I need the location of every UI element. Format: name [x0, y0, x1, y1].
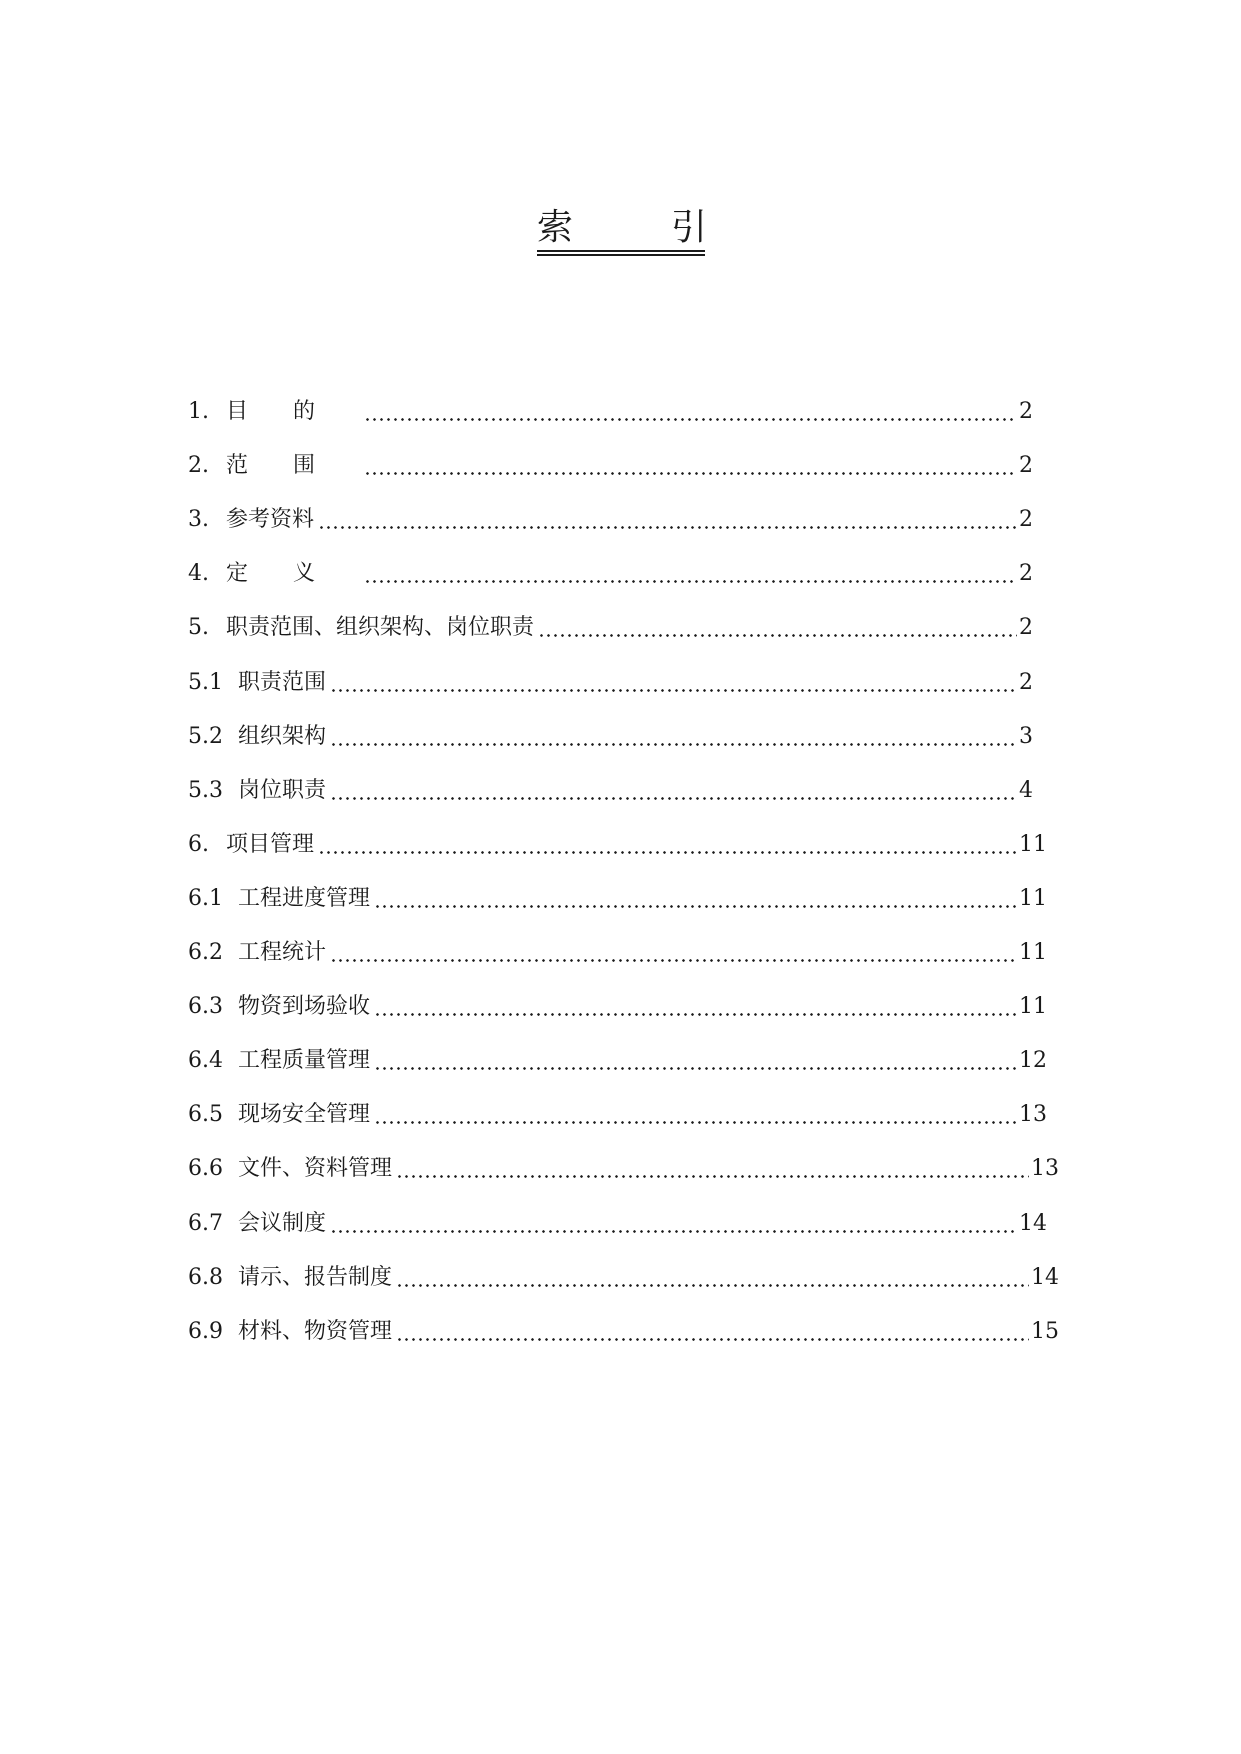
toc-entry-title: 工程质量管理	[238, 1048, 371, 1073]
toc-dot-leader	[374, 1121, 1017, 1124]
toc-dot-leader	[364, 472, 1017, 475]
toc-entry-label	[188, 881, 370, 917]
toc-entry-title: 会议制度	[238, 1211, 327, 1236]
title-underline	[537, 250, 705, 252]
toc-entry-title: 定义	[226, 561, 361, 586]
page-title-char-1: 索	[537, 207, 574, 248]
toc-entry-label	[188, 556, 360, 592]
toc-dot-leader	[364, 418, 1017, 421]
toc-entry-title: 目的	[226, 399, 361, 424]
toc-entry[interactable]	[188, 827, 1047, 863]
toc-page-number: 2	[1019, 453, 1033, 478]
toc-entry-label	[188, 502, 314, 538]
toc-entry-number: 6.5	[188, 1102, 223, 1127]
toc-entry[interactable]	[188, 556, 1033, 592]
toc-entry[interactable]	[188, 1206, 1047, 1242]
toc-entry-title: 项目管理	[226, 832, 315, 857]
toc-entry-label	[188, 1260, 392, 1296]
toc-entry[interactable]	[188, 448, 1033, 484]
toc-dot-leader	[374, 1013, 1017, 1016]
toc-entry-label	[188, 1206, 326, 1242]
toc-entry-label	[188, 1043, 370, 1079]
toc-page-number: 12	[1019, 1048, 1047, 1073]
toc-entry-label	[188, 773, 326, 809]
toc-entry-number: 2.	[188, 453, 209, 478]
toc-entry-title: 现场安全管理	[238, 1102, 371, 1127]
toc-entry[interactable]	[188, 881, 1047, 917]
toc-entry-label	[188, 989, 370, 1025]
toc-entry-label	[188, 1097, 370, 1133]
toc-entry-label	[188, 665, 326, 701]
toc-entry-title: 工程进度管理	[238, 886, 371, 911]
toc-entry-title: 参考资料	[226, 507, 315, 532]
toc-dot-leader	[318, 851, 1017, 854]
toc-page-number: 2	[1019, 670, 1033, 695]
toc-entry-label	[188, 827, 314, 863]
toc-entry-number: 6.8	[188, 1265, 223, 1290]
toc-entry[interactable]	[188, 773, 1033, 809]
toc-dot-leader	[374, 1067, 1017, 1070]
toc-dot-leader	[396, 1338, 1029, 1341]
toc-entry-title: 材料、物资管理	[238, 1319, 393, 1344]
toc-entry-title: 文件、资料管理	[238, 1156, 393, 1181]
toc-dot-leader	[330, 1230, 1017, 1233]
toc-entry-number: 6.7	[188, 1211, 223, 1236]
toc-entry[interactable]	[188, 1151, 1059, 1187]
toc-entry-title: 请示、报告制度	[238, 1265, 393, 1290]
toc-page-number: 14	[1031, 1265, 1059, 1290]
toc-entry-number: 5.2	[188, 724, 223, 749]
toc-entry[interactable]	[188, 989, 1047, 1025]
toc-page-number: 2	[1019, 561, 1033, 586]
toc-entry-number: 5.	[188, 615, 209, 640]
toc-entry-label	[188, 448, 360, 484]
toc-page-number: 4	[1019, 778, 1033, 803]
toc-entry[interactable]	[188, 1043, 1047, 1079]
toc-entry[interactable]	[188, 502, 1033, 538]
page-title	[537, 206, 708, 256]
toc-entry-label	[188, 935, 326, 971]
toc-entry-number: 6.4	[188, 1048, 223, 1073]
toc-entry-title: 范围	[226, 453, 361, 478]
toc-page-number: 14	[1019, 1211, 1047, 1236]
toc-entry-number: 6.1	[188, 886, 223, 911]
toc-entry[interactable]	[188, 394, 1033, 430]
toc-dot-leader	[330, 689, 1017, 692]
toc-entry-label	[188, 610, 534, 646]
toc-entry-title: 职责范围、组织架构、岗位职责	[226, 615, 535, 640]
toc-entry-number: 4.	[188, 561, 209, 586]
toc-dot-leader	[330, 743, 1017, 746]
toc-entry[interactable]	[188, 1260, 1059, 1296]
toc-dot-leader	[538, 634, 1017, 637]
toc-entry-title: 工程统计	[238, 940, 327, 965]
toc-dot-leader	[330, 797, 1017, 800]
toc-page-number: 11	[1019, 886, 1047, 911]
toc-entry-label	[188, 719, 326, 755]
toc-entry-title: 岗位职责	[238, 778, 327, 803]
toc-entry-label	[188, 1151, 392, 1187]
toc-dot-leader	[396, 1175, 1029, 1178]
toc-entry-label	[188, 394, 360, 430]
toc-entry[interactable]	[188, 719, 1033, 755]
toc-entry-number: 1.	[188, 399, 209, 424]
page-title-char-2: 引	[671, 207, 708, 248]
toc-dot-leader	[374, 905, 1017, 908]
toc-entry-number: 6.6	[188, 1156, 223, 1181]
toc-entry-title: 组织架构	[238, 724, 327, 749]
toc-entry-number: 6.3	[188, 994, 223, 1019]
toc-dot-leader	[396, 1284, 1029, 1287]
toc-entry-label	[188, 1314, 392, 1350]
title-underline	[537, 254, 705, 256]
toc-entry-title: 职责范围	[238, 670, 327, 695]
toc-page-number: 11	[1019, 832, 1047, 857]
toc-entry[interactable]	[188, 1314, 1059, 1350]
toc-entry-number: 6.	[188, 832, 209, 857]
toc-page-number: 2	[1019, 615, 1033, 640]
toc-entry[interactable]	[188, 665, 1033, 701]
toc-entry-number: 6.9	[188, 1319, 223, 1344]
toc-entry-number: 6.2	[188, 940, 223, 965]
toc-page-number: 11	[1019, 940, 1047, 965]
toc-page-number: 13	[1019, 1102, 1047, 1127]
toc-dot-leader	[364, 580, 1017, 583]
toc-entry-number: 5.3	[188, 778, 223, 803]
toc-page-number: 13	[1031, 1156, 1059, 1181]
toc-page-number: 2	[1019, 507, 1033, 532]
toc-entry-title: 物资到场验收	[238, 994, 371, 1019]
toc-page-number: 15	[1031, 1319, 1059, 1344]
toc-page-number: 3	[1019, 724, 1033, 749]
toc-dot-leader	[318, 526, 1017, 529]
toc-page-number: 11	[1019, 994, 1047, 1019]
toc-entry-number: 3.	[188, 507, 209, 532]
toc-entry[interactable]	[188, 935, 1047, 971]
toc-entry[interactable]	[188, 610, 1033, 646]
toc-entry[interactable]	[188, 1097, 1047, 1133]
toc-entry-number: 5.1	[188, 670, 223, 695]
toc-page-number: 2	[1019, 399, 1033, 424]
toc-dot-leader	[330, 959, 1017, 962]
